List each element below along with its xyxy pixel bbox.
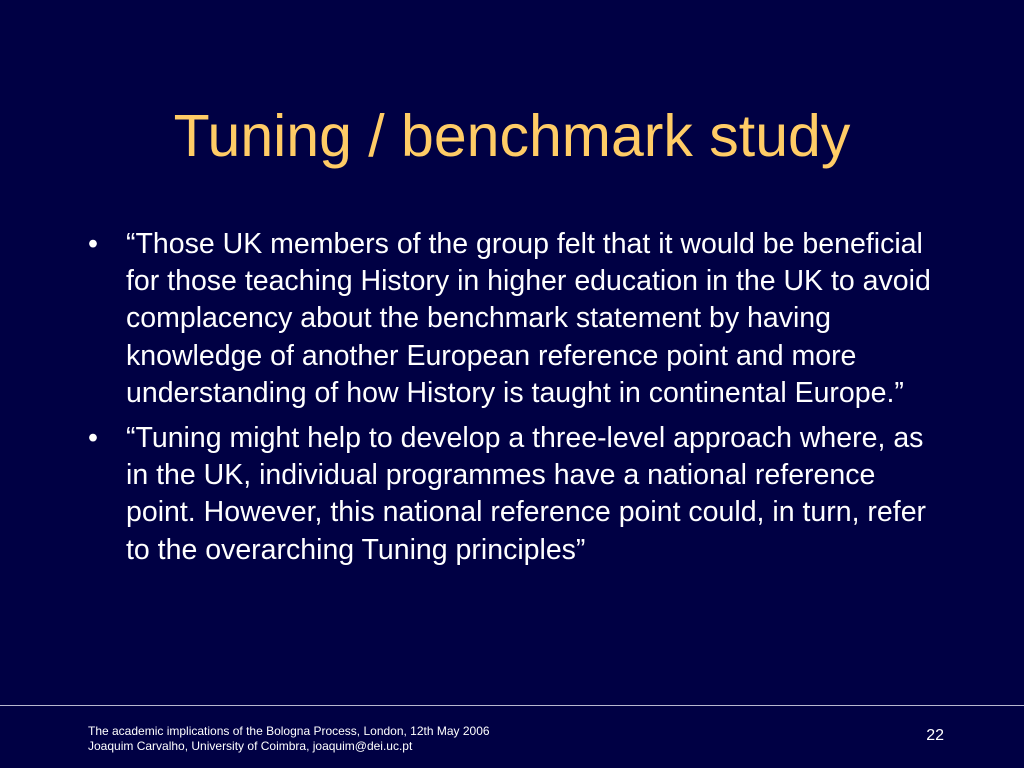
- footer-citation: [88, 724, 490, 754]
- bullet-item: [88, 226, 948, 412]
- bullet-list: [88, 226, 948, 577]
- bullet-icon: •: [88, 422, 98, 455]
- footer-event-line: The academic implications of the Bologna Process, London, 12th May 2006: [88, 724, 490, 738]
- page-number: 22: [926, 727, 944, 744]
- bullet-text: “Tuning might help to develop a three-level approach where, as in the UK, individual programmes have a national reference point. However, this national reference point could, in turn, refer to the overarching Tuning principles”: [126, 422, 927, 566]
- bullet-icon: •: [88, 228, 98, 260]
- footer-author-line: Joaquim Carvalho, University of Coimbra, joaquim@dei.uc.pt: [88, 739, 413, 753]
- bullet-text: “Those UK members of the group felt that it would be beneficial for those teaching History in higher education in the UK to avoid complacency about the benchmark statement by having knowledge of another European reference point and more understanding of how History is taught in continental Europe.”: [126, 228, 931, 409]
- footer-divider: [0, 705, 1024, 706]
- slide-title: Tuning / benchmark study: [173, 103, 851, 169]
- bullet-item: [88, 420, 948, 569]
